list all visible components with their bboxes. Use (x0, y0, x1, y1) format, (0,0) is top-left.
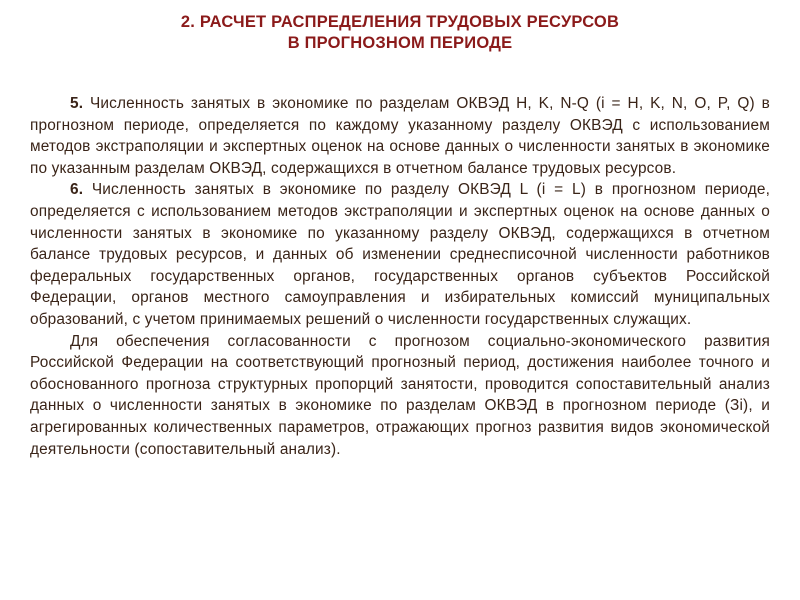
paragraph-text: Численность занятых в экономике по разделам ОКВЭД H, K, N-Q (i = H, K, N, O, P, Q) в прогнозном периоде, определяется по каждому указанному разделу ОКВЭД с использованием методов экстраполяции и экспертных оценок на основе данных о численности занятых в экономике по указанным разделам ОКВЭД, содержащихся в отчетном балансе трудовых ресурсов. (30, 95, 770, 177)
paragraph-number: 6. (70, 181, 84, 199)
paragraph-consistency (30, 331, 770, 461)
paragraph-text: Для обеспечения согласованности с прогнозом социально-экономического развития Российской Федерации на соответствующий прогнозный период, достижения наиболее точного и обоснованного прогноза структурных пропорций занятости, проводится сопоставительный анализ данных о численности занятых в экономике по разделам ОКВЭД в прогнозном периоде (Зi), и агрегированных количественных параметров, отражающих прогноз развития видов экономической деятельности (сопоставительный анализ). (30, 332, 770, 458)
title-line-2: В ПРОГНОЗНОМ ПЕРИОДЕ (287, 34, 513, 52)
paragraph-5 (30, 93, 770, 179)
paragraph-number: 5. (70, 95, 84, 112)
paragraph-text: Численность занятых в экономике по разделу ОКВЭД L (i = L) в прогнозном периоде, определяется с использованием методов экстраполяции и экспертных оценок на основе данных о численности занятых в экономике по указанному разделу ОКВЭД, содержащихся в отчетном балансе трудовых ресурсов, и данных об изменении среднесписочной численности работников федеральных государственных органов, государственных органов субъектов Российской Федерации, органов местного самоуправления и избирательных комиссий муниципальных образований, с учетом принимаемых решений о численности государственных служащих. (30, 181, 770, 328)
title-line-1: 2. РАСЧЕТ РАСПРЕДЕЛЕНИЯ ТРУДОВЫХ РЕСУРСОВ (180, 13, 620, 31)
body-text (30, 93, 770, 460)
page-title (0, 12, 800, 54)
paragraph-6 (30, 179, 770, 330)
